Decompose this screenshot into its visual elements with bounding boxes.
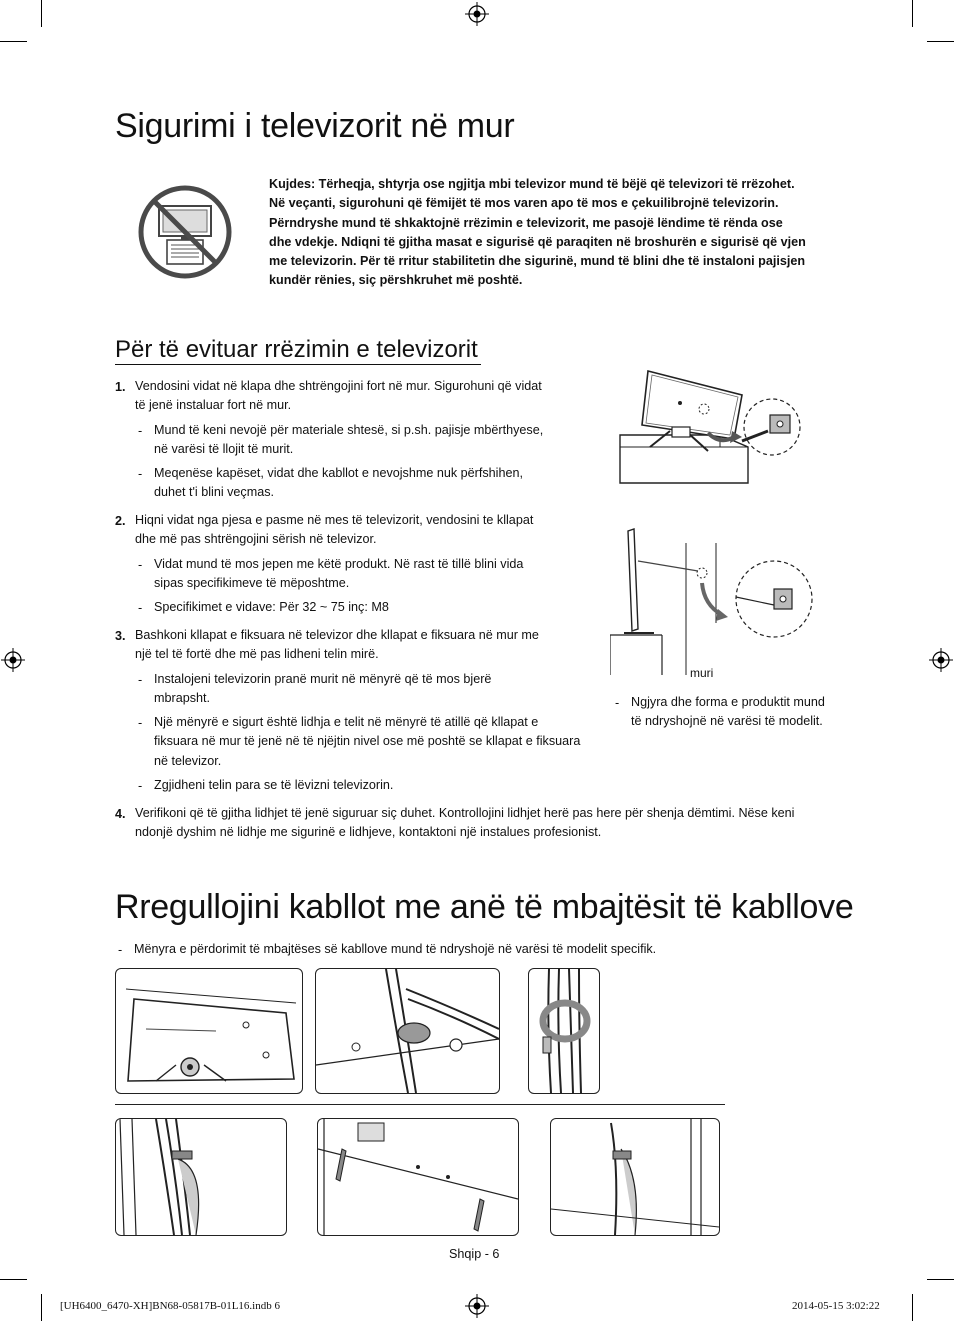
registration-mark-icon [465,1294,489,1318]
step-line: një tel të fortë dhe më pas lidheni telin mirë. [135,647,379,662]
note-text [154,464,594,503]
registration-mark-icon [929,648,953,672]
tv-stand-bracket-figure [610,365,810,515]
note-dash: - [138,424,143,438]
step-text [135,511,605,550]
crop-mark-icon [0,1279,27,1280]
crop-mark-icon [41,0,42,27]
note-line: Instalojeni televizorin pranë murit në mënyrë që të mos bjerë [154,672,492,686]
note-line: Një mënyrë e sigurt është lidhja e telit në mënyrë të atillë që kllapat e [154,715,539,729]
step-line: ndonjë dyshim në lidhje me sigurinë e lidhjeve, kontaktoni një instalues profesionist. [135,825,602,840]
crop-mark-icon [927,1279,954,1280]
step-number: 1. [115,380,126,394]
note-dash: - [138,779,143,793]
step-text [135,377,605,416]
caution-line: Përndryshe mund të shkaktojnë rrëzimin e televizorit, me pasojë lëndime të rënda ose [269,215,783,230]
note-line: mbrapsht. [154,691,210,706]
cable-holder-figure [550,1118,720,1236]
step-line: Hiqni vidat nga pjesa e pasme në mes të televizorit, vendosini te kllapat [135,513,534,527]
footer-file-info: [UH6400_6470-XH]BN68-05817B-01L16.indb 6 [60,1300,280,1312]
note-line: sipas specifikimeve të mëposhtme. [154,576,350,591]
caution-line: Në veçanti, sigurohuni që fëmijët të mos varen apo të mos e çekuilibrojnë televizorin. [269,196,779,211]
step-line: dhe më pas shtrëngojini sërish në televizor. [135,532,377,547]
crop-mark-icon [912,1294,913,1321]
section-title: Rregullojini kabllot me anë të mbajtësit të kabllove [115,888,854,926]
note-text [154,555,594,594]
cable-holder-figure [317,1118,519,1236]
note-line: në televizor. [154,753,222,768]
registration-mark-icon [465,2,489,26]
note-text [154,421,594,460]
caution-line: me televizorin. Për të rritur stabilitetin dhe sigurinë, mund të blini dhe të instaloni pajisjen [269,254,806,269]
caution-line: Kujdes: Tërheqja, shtyrja ose ngjitja mbi televizor mund të bëjë që televizori të rrëzohet. [269,177,795,191]
crop-mark-icon [927,41,954,42]
page-number: Shqip - 6 [449,1247,500,1261]
step-text [135,626,605,665]
step-number: 3. [115,629,126,643]
crop-mark-icon [0,41,27,42]
wall-label: muri [690,666,714,680]
crop-mark-icon [912,0,913,27]
note-line: Mund të keni nevojë për materiale shtesë, si p.sh. pajisje mbërthyese, [154,423,544,437]
step-line: Vendosini vidat në klapa dhe shtrëngojini fort në mur. Sigurohuni që vidat [135,379,542,393]
note-dash: - [138,467,143,481]
crop-mark-icon [41,1294,42,1321]
note-dash: - [138,601,143,615]
note-text [154,598,594,617]
figure-note [631,693,851,732]
tv-wall-wire-figure [610,525,815,675]
note-text [154,713,599,771]
cable-holder-figure [528,968,600,1094]
note-dash: - [138,673,143,687]
note-dash: - [615,696,620,710]
step-line: të jenë instaluar fort në mur. [135,398,292,413]
note-text: Mënyra e përdorimit të mbajtëses së kabllove mund të ndryshojë në varësi të modelit specifik. [134,942,657,956]
note-text [154,776,594,795]
caution-line: kundër rënies, siç përshkruhet më poshtë. [269,273,523,288]
note-line: Zgjidheni telin para se të lëvizni televizorin. [154,778,394,792]
registration-mark-icon [1,648,25,672]
note-line: fiksuara në mur të jenë në të njëjtin nivel ose më poshtë se kllapat e fiksuara [154,734,581,749]
note-line: duhet t'i blini veçmas. [154,485,275,500]
footer-timestamp: 2014-05-15 3:02:22 [792,1300,880,1312]
no-climbing-icon [137,184,233,280]
cable-holder-figure [315,968,500,1094]
note-line: Vidat mund të mos jepen me këtë produkt. Në rast të tillë blini vida [154,557,524,571]
cable-holder-figure [115,1118,287,1236]
note-line: Specifikimet e vidave: Për 32 ~ 75 inç: M8 [154,600,389,614]
caution-line: dhe vdekje. Ndiqni të gjitha masat e sigurisë që paraqiten në broshurën e sigurisë që vjen [269,234,806,249]
page-title: Sigurimi i televizorit në mur [115,107,515,145]
step-text [135,804,835,843]
note-text [154,670,594,709]
step-line: Bashkoni kllapat e fiksuara në televizor dhe kllapat e fiksuara në mur me [135,628,539,642]
cable-holder-figure [115,968,303,1094]
step-number: 4. [115,807,126,821]
note-dash: - [138,716,143,730]
step-line: Verifikoni që të gjitha lidhjet të jenë siguruar siç duhet. Kontrollojini lidhjet herë pas here për shenja dëmtimi. Nëse keni [135,806,795,820]
section-heading: Për të evituar rrëzimin e televizorit [115,336,478,363]
note-line: në varësi të llojit të murit. [154,442,294,457]
note-dash: - [138,558,143,572]
note-line: Ngjyra dhe forma e produktit mund [631,695,825,709]
step-number: 2. [115,514,126,528]
caution-text [269,175,829,291]
note-line: Meqenëse kapëset, vidat dhe kabllot e nevojshme nuk përfshihen, [154,466,523,480]
heading-underline [115,364,481,365]
figure-divider [115,1104,725,1105]
note-dash: - [118,943,123,957]
note-line: të ndryshojnë në varësi të modelit. [631,714,823,729]
